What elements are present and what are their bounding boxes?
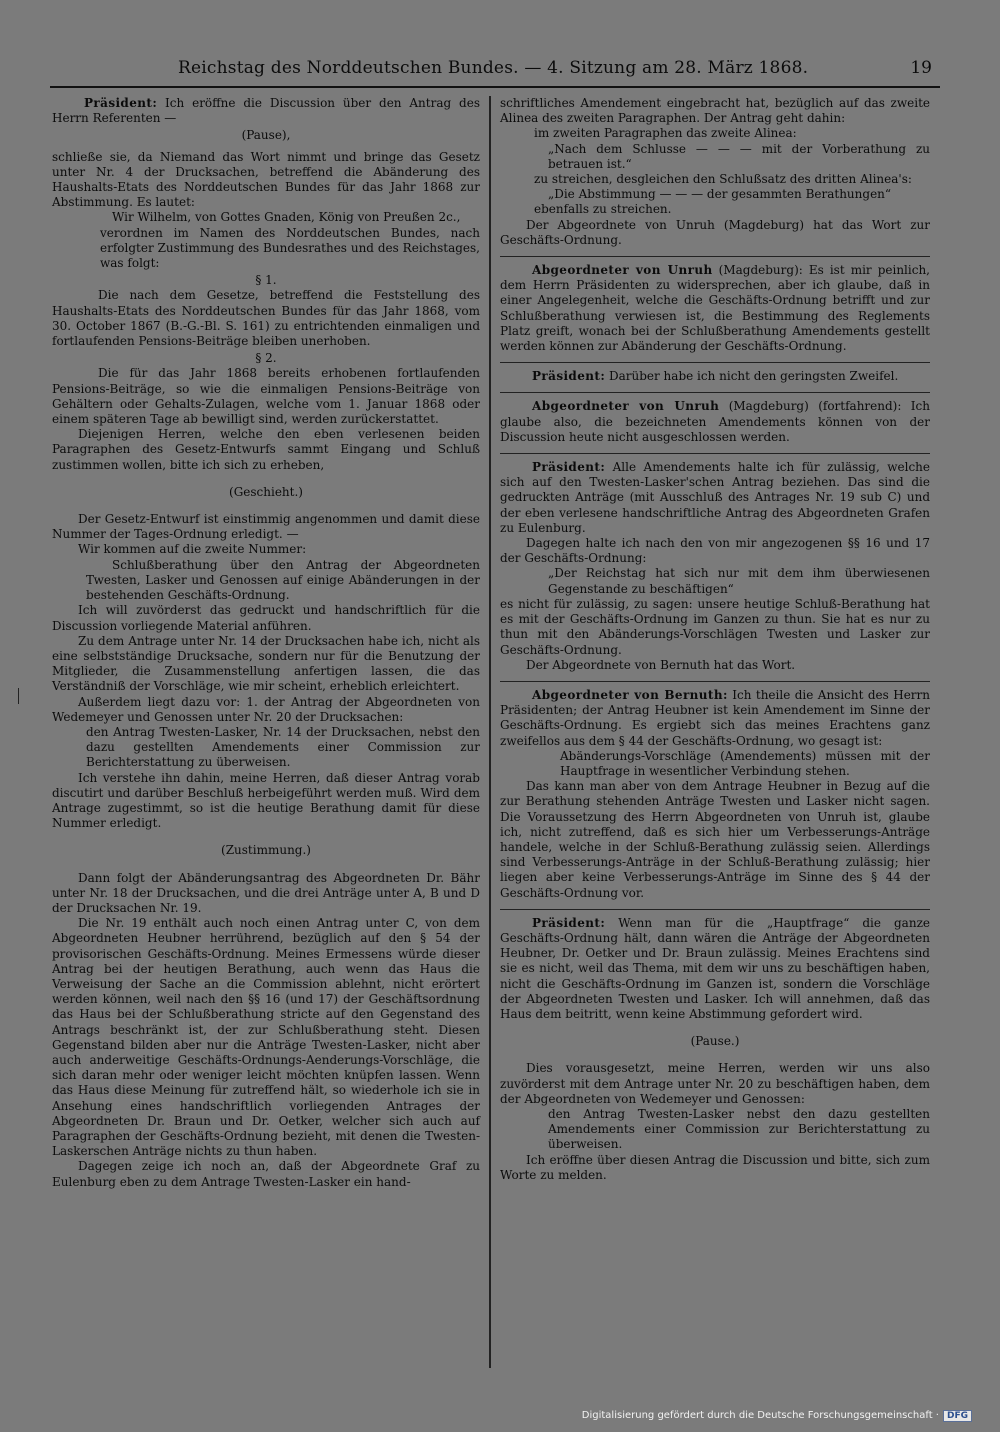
paragraph — [500, 399, 930, 445]
digitization-credit — [582, 1410, 972, 1422]
paragraph: Schlußberathung über den Antrag der Abgeordneten Twesten, Lasker und Genossen auf einige Abänderungen in der bestehenden Geschäfts-Ordnung. — [86, 557, 480, 603]
quote-line: „Der Reichstag hat sich nur mit dem ihm überwiesenen Gegenstande zu beschäftigen“ — [548, 566, 930, 596]
section-divider — [500, 256, 930, 257]
paragraph: schriftliches Amendement eingebracht hat, bezüglich auf das zweite Alinea des zweiten Paragraphen. Der Antrag geht dahin: — [500, 96, 930, 126]
paragraph — [52, 96, 480, 126]
paragraph: Diejenigen Herren, welche den eben verlesenen beiden Paragraphen des Gesetz-Entwurfs sammt Eingang und Schluß zustimmen wollen, bitte ich sich zu erheben, — [52, 427, 480, 472]
left-column — [52, 96, 480, 1190]
paragraph: Dies vorausgesetzt, meine Herren, werden wir uns also zuvörderst mit dem Antrage unter Nr. 20 zu beschäftigen haben, dem der Abgeordneten von Wedemeyer und Genossen: — [500, 1061, 930, 1106]
speech-text: (Magdeburg): Es ist mir peinlich, dem Herrn Präsidenten zu widersprechen, aber ich glaube, daß in einer Angelegenheit, welche die Geschäfts-Ordnung betrifft und zur Schlußberathung verwiesen ist, die Bestimmung des Reglements Platz greift, wonach bei der Schlußberathung Amendements gestellt werden können zur Abänderung der Geschäfts-Ordnung. — [500, 263, 930, 354]
dfg-logo: DFG — [943, 1410, 972, 1422]
paragraph: Dagegen zeige ich noch an, daß der Abgeordnete Graf zu Eulenburg eben zu dem Antrage Twesten-Lasker ein hand- — [52, 1159, 480, 1189]
paragraph: Die nach dem Gesetze, betreffend die Feststellung des Haushalts-Etats des Norddeutschen Bundes für das Jahr 1868, vom 30. October 1867 (B.-G.-Bl. S. 161) zu entrichtenden einmaligen und fortlaufenden Pensions-Beiträge bleiben unerhoben. — [52, 288, 480, 349]
quote-line: verordnen im Namen des Norddeutschen Bundes, nach erfolgter Zustimmung des Bundesrathes und des Reichstages, was folgt: — [100, 225, 480, 271]
paragraph: Dann folgt der Abänderungsantrag des Abgeordneten Dr. Bähr unter Nr. 18 der Drucksachen, und die drei Anträge unter A, B und D der Drucksachen Nr. 19. — [52, 870, 480, 915]
speech-text: Ich eröffne die Discussion über den Antrag des Herrn Referenten — — [52, 96, 480, 126]
paragraph — [500, 263, 930, 354]
paragraph: Das kann man aber von dem Antrage Heubner in Bezug auf die zur Berathung stehenden Anträge Twesten und Lasker nicht sagen. Die Voraussetzung des Herrn Abgeordneten von Unruh ist, glaube ich, nicht zutreffend, daß es sich hier um Verbesserungs-Anträge handele, welche in der Schluß-Berathung zulässig seien. Allerdings sind Verbesserungs-Anträge in der Schluß-Berathung zulässig; hier liegen aber keine Verbesserungs-Anträge im Sinne des § 44 der Geschäfts-Ordnung vor. — [500, 779, 930, 900]
speaker-label: Abgeordneter von Bernuth: — [532, 687, 728, 702]
section-heading: § 1. — [255, 273, 277, 288]
paragraph: Ich verstehe ihn dahin, meine Herren, daß dieser Antrag vorab discutirt und darüber Beschluß herbeigeführt werden muß. Wird dem Antrage zugestimmt, so ist die heutige Berathung damit für diese Nummer erledigt. — [52, 770, 480, 831]
quote-line: „Die Abstimmung — — — der gesammten Berathungen“ — [548, 187, 892, 202]
paragraph: es nicht für zulässig, zu sagen: unsere heutige Schluß-Berathung hat es mit der Geschäfts-Ordnung im Ganzen zu thun. Sie hat es nur zu thun mit den Abänderungs-Vorschlägen Twesten und Lasker zur Geschäfts-Ordnung. — [500, 596, 930, 657]
speech-text: (Magdeburg) (fortfahrend): Ich glaube also, die bezeichneten Amendements können von der Discussion heute nicht ausgeschlossen werden. — [500, 399, 930, 444]
paragraph: zu streichen, desgleichen den Schlußsatz des dritten Alinea's: — [534, 172, 912, 187]
speech-text: Alle Amendements halte ich für zulässig, welche sich auf den Twesten-Lasker'schen Antrag beziehen. Das sind die gedruckten Anträge (mit Ausschluß des Antrages Nr. 19 sub C) und der eben verlesene handschriftliche Antrag des Abgeordneten Grafen zu Eulenburg. — [500, 460, 930, 535]
paragraph: Der Abgeordnete von Bernuth hat das Wort. — [526, 657, 796, 672]
page-header — [50, 56, 940, 86]
paragraph — [500, 369, 930, 384]
stage-direction: (Pause.) — [690, 1034, 740, 1049]
paragraph: Die Nr. 19 enthält auch noch einen Antrag unter C, von dem Abgeordneten Heubner herrührend, bezüglich auf den § 54 der provisorischen Geschäfts-Ordnung. Meines Ermessens würde dieser Antrag bei der heutigen Berathung, auch wenn das Haus die Verweisung der Sache an die Commission ablehnt, nicht erörtert werden können, weil nach den §§ 16 (und 17) der Geschäftsordnung das Haus bei der Schlußberathung stricte auf den Gegenstand des Antrags beschränkt ist, der zur Schlußberathung steht. Diesen Gegenstand bilden aber nur die Anträge Twesten-Lasker, nicht aber auch anderweitige Geschäfts-Ordnungs-Aenderungs-Vorschläge, die sich daran mehr oder weniger leicht möchten knüpfen lassen. Wenn das Haus diese Meinung für zutreffend hält, so wiederhole ich sie in Ansehung eines handschriftlich vorliegenden Antrages der Abgeordneten Dr. Braun und Dr. Oetker, welcher sich auch auf Paragraphen der Geschäfts-Ordnung bezieht, mit denen die Twesten-Laskerschen Anträge nichts zu thun haben. — [52, 916, 480, 1159]
quote-line: „Nach dem Schlusse — — — mit der Vorberathung zu betrauen ist.“ — [548, 141, 930, 171]
stage-direction: (Zustimmung.) — [221, 843, 311, 858]
paragraph — [500, 688, 930, 749]
paragraph: den Antrag Twesten-Lasker, Nr. 14 der Drucksachen, nebst den dazu gestellten Amendements einer Commission zur Berichterstattung zu überweisen. — [86, 724, 480, 770]
paragraph: Dagegen halte ich nach den von mir angezogenen §§ 16 und 17 der Geschäfts-Ordnung: — [500, 536, 930, 566]
speech-text: Wenn man für die „Hauptfrage“ die ganze Geschäfts-Ordnung hält, dann wären die Anträge der Abgeordneten Heubner, Dr. Oetker und Dr. Braun zulässig. Meines Erachtens sind sie es nicht, weil das Thema, mit dem wir uns zu beschäftigen haben, nicht die Geschäfts-Ordnung im Ganzen ist, sondern die Vorschläge der Abgeordneten Twesten und Lasker. Ich will annehmen, daß das Haus dem beitritt, wenn keine Abstimmung gefordert wird. — [500, 915, 930, 1021]
paragraph: im zweiten Paragraphen das zweite Alinea: — [534, 126, 797, 141]
page-number: 19 — [910, 58, 932, 78]
right-column — [500, 96, 930, 1183]
section-divider — [500, 681, 930, 682]
paragraph: Der Abgeordnete von Unruh (Magdeburg) hat das Wort zur Geschäfts-Ordnung. — [500, 217, 930, 247]
paragraph: den Antrag Twesten-Lasker nebst den dazu gestellten Amendements einer Commission zur Berichterstattung zu überweisen. — [548, 1106, 930, 1152]
section-divider — [500, 362, 930, 363]
speaker-label: Präsident: — [84, 96, 158, 110]
paragraph: Zu dem Antrage unter Nr. 14 der Drucksachen habe ich, nicht als eine selbstständige Drucksache, sondern nur für die Benutzung der Mitglieder, die Zusammenstellung anfertigen lassen, die das Verständniß der Vorschläge, wie mir scheint, erheblich erleichtert. — [52, 633, 480, 694]
section-divider — [500, 453, 930, 454]
stage-direction: (Pause), — [241, 128, 291, 143]
paragraph: ebenfalls zu streichen. — [534, 202, 672, 217]
stage-direction: (Geschieht.) — [229, 484, 303, 499]
quote-line: Abänderungs-Vorschläge (Amendements) müssen mit der Hauptfrage in wesentlicher Verbindung stehen. — [560, 748, 930, 778]
paragraph: Wir kommen auf die zweite Nummer: — [78, 542, 307, 557]
paragraph — [500, 460, 930, 536]
credit-text: Digitalisierung gefördert durch die Deutsche Forschungsgemeinschaft · — [581, 1410, 939, 1421]
paragraph: Ich eröffne über diesen Antrag die Discussion und bitte, sich zum Worte zu melden. — [500, 1152, 930, 1182]
paragraph: Außerdem liegt dazu vor: 1. der Antrag der Abgeordneten von Wedemeyer und Genossen unter Nr. 20 der Drucksachen: — [52, 694, 480, 724]
header-rule — [50, 86, 940, 88]
quote-line: Wir Wilhelm, von Gottes Gnaden, König von Preußen 2c., — [112, 210, 461, 225]
speech-text: Ich theile die Ansicht des Herrn Präsidenten; der Antrag Heubner ist kein Amendement im Sinne der Geschäfts-Ordnung. Es ergiebt sich das meines Erachtens ganz zweifellos aus dem § 44 der Geschäfts-Ordnung, wo gesagt ist: — [500, 687, 930, 748]
speaker-label: Präsident: — [532, 369, 606, 384]
paragraph: schließe sie, da Niemand das Wort nimmt und bringe das Gesetz unter Nr. 4 der Drucksachen, betreffend die Abänderung des Haushalts-Etats des Norddeutschen Bundes für das Jahr 1868 zur Abstimmung. Es lautet: — [52, 149, 480, 210]
speaker-label: Abgeordneter von Unruh — [532, 399, 720, 414]
running-head: Reichstag des Norddeutschen Bundes. — 4. Sitzung am 28. März 1868. — [178, 58, 809, 78]
margin-mark — [18, 688, 19, 704]
section-divider — [500, 909, 930, 910]
paragraph: Die für das Jahr 1868 bereits erhobenen fortlaufenden Pensions-Beiträge, so wie die einmaligen Pensions-Beiträge von Gehältern oder Gehalts-Zulagen, welche vom 1. Januar 1868 oder einem späteren Tage ab bewilligt sind, werden zurückerstattet. — [52, 366, 480, 427]
section-divider — [500, 392, 930, 393]
speaker-label: Abgeordneter von Unruh — [532, 263, 713, 278]
speech-text: Darüber habe ich nicht den geringsten Zweifel. — [605, 369, 899, 384]
paragraph: Der Gesetz-Entwurf ist einstimmig angenommen und damit diese Nummer der Tages-Ordnung erledigt. — — [52, 512, 480, 542]
speaker-label: Präsident: — [532, 460, 606, 475]
paragraph — [500, 916, 930, 1022]
column-divider — [489, 96, 491, 1368]
speaker-label: Präsident: — [532, 915, 606, 930]
section-heading: § 2. — [255, 351, 277, 366]
paragraph: Ich will zuvörderst das gedruckt und handschriftlich für die Discussion vorliegende Material anführen. — [52, 603, 480, 633]
